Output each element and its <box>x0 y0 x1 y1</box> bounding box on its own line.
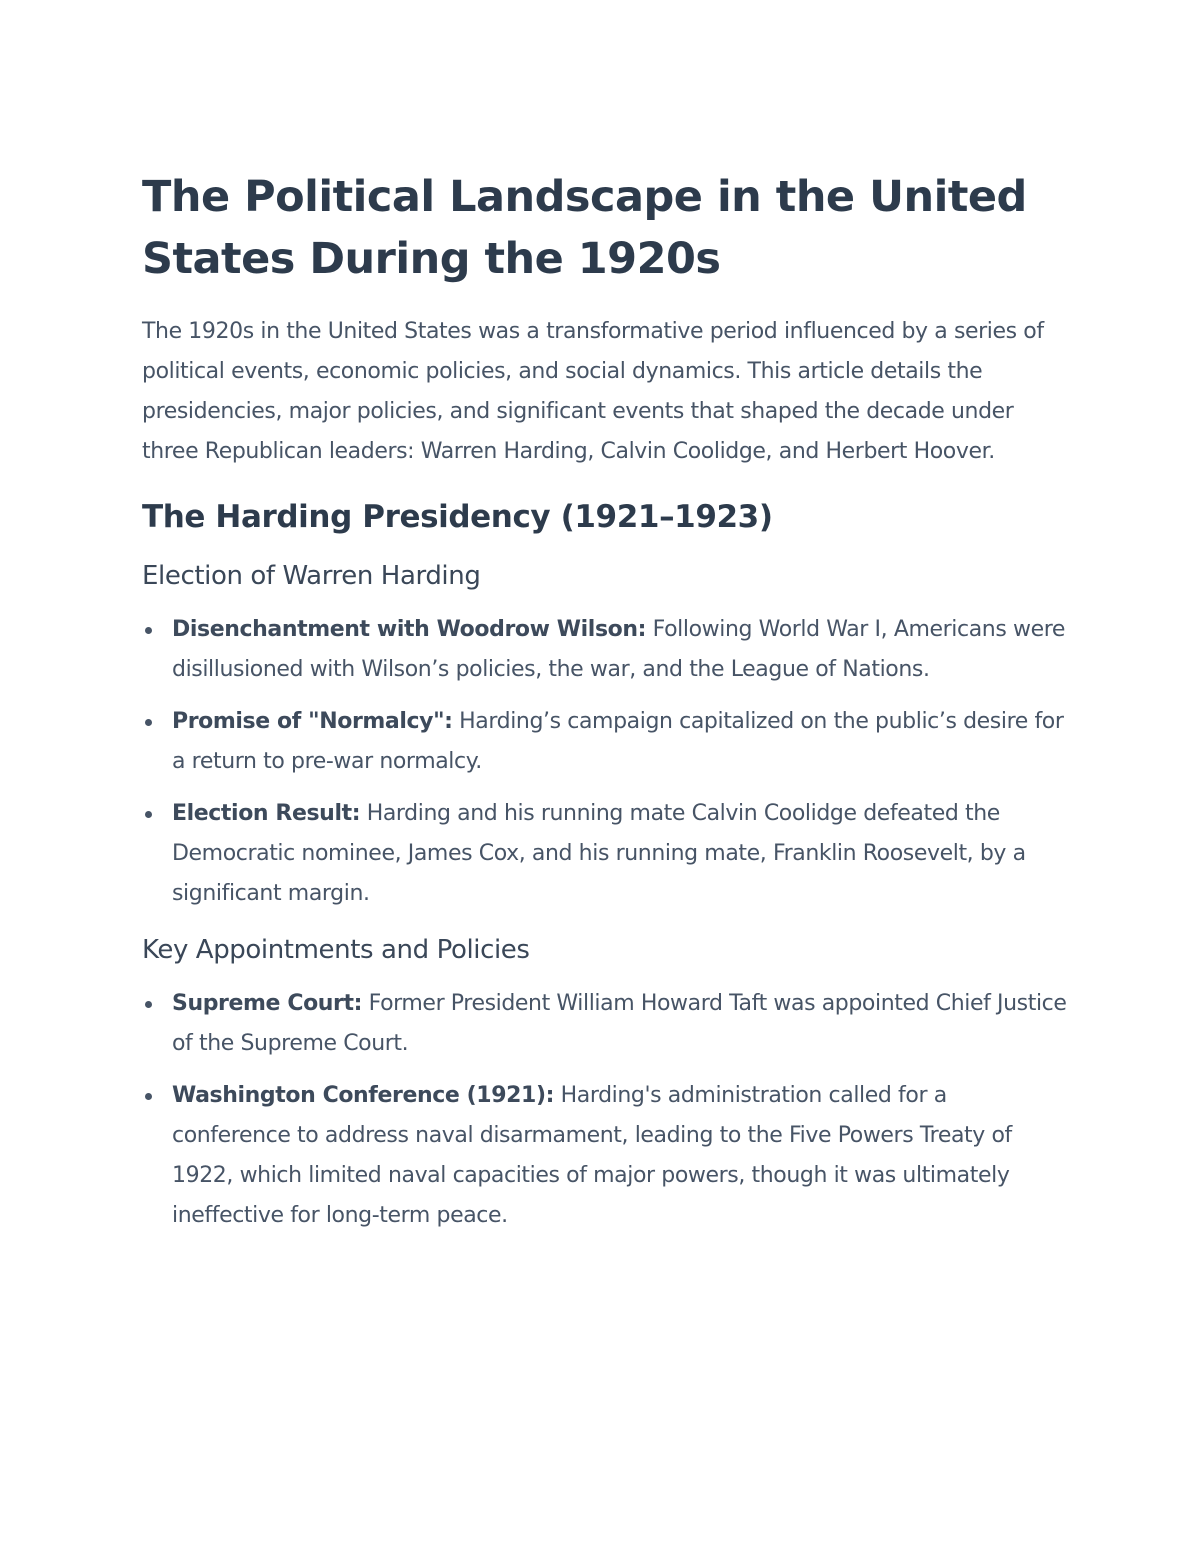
item-text: Harding and his running mate Calvin Coolidge defeated the Democratic nominee, James Cox, and his running mate, Franklin Roosevelt, by a significant margin. <box>172 801 1026 906</box>
list-item <box>142 1076 1067 1236</box>
section-heading: The Harding Presidency (1921–1923) <box>142 499 773 535</box>
item-text: Harding’s campaign capitalized on the public’s desire for a return to pre-war normalcy. <box>172 709 1064 774</box>
page-title: The Political Landscape in the United States During the 1920s <box>142 172 1027 284</box>
item-text: Following World War I, Americans were disillusioned with Wilson’s policies, the war, and the League of Nations. <box>172 617 1065 682</box>
bullet-list <box>142 984 1067 1236</box>
intro-paragraph: The 1920s in the United States was a transformative period influenced by a series of political events, economic policies, and social dynamics. This article details the presidencies, major policies, and significant events that shaped the decade under three Republican leaders: Warren Harding, Calvin Coolidge, and Herbert Hoover. <box>142 319 1044 464</box>
subsection-heading: Election of Warren Harding <box>142 561 481 591</box>
item-text: Former President William Howard Taft was appointed Chief Justice of the Supreme Court. <box>172 991 1067 1056</box>
item-label: Promise of "Normalcy": <box>172 709 453 734</box>
bullet-list <box>142 610 1067 914</box>
document-page <box>142 166 1067 1248</box>
item-label: Washington Conference (1921): <box>172 1083 554 1108</box>
list-item <box>142 984 1067 1064</box>
list-item <box>142 794 1067 914</box>
item-text: Harding's administration called for a conference to address naval disarmament, leading to the Five Powers Treaty of 1922, which limited naval capacities of major powers, though it was ultimately ineffective for long-term peace. <box>172 1083 1012 1228</box>
list-item <box>142 702 1067 782</box>
list-item <box>142 610 1067 690</box>
item-label: Supreme Court: <box>172 991 363 1016</box>
item-label: Election Result: <box>172 801 361 826</box>
item-label: Disenchantment with Woodrow Wilson: <box>172 617 647 642</box>
subsection-heading: Key Appointments and Policies <box>142 935 530 965</box>
